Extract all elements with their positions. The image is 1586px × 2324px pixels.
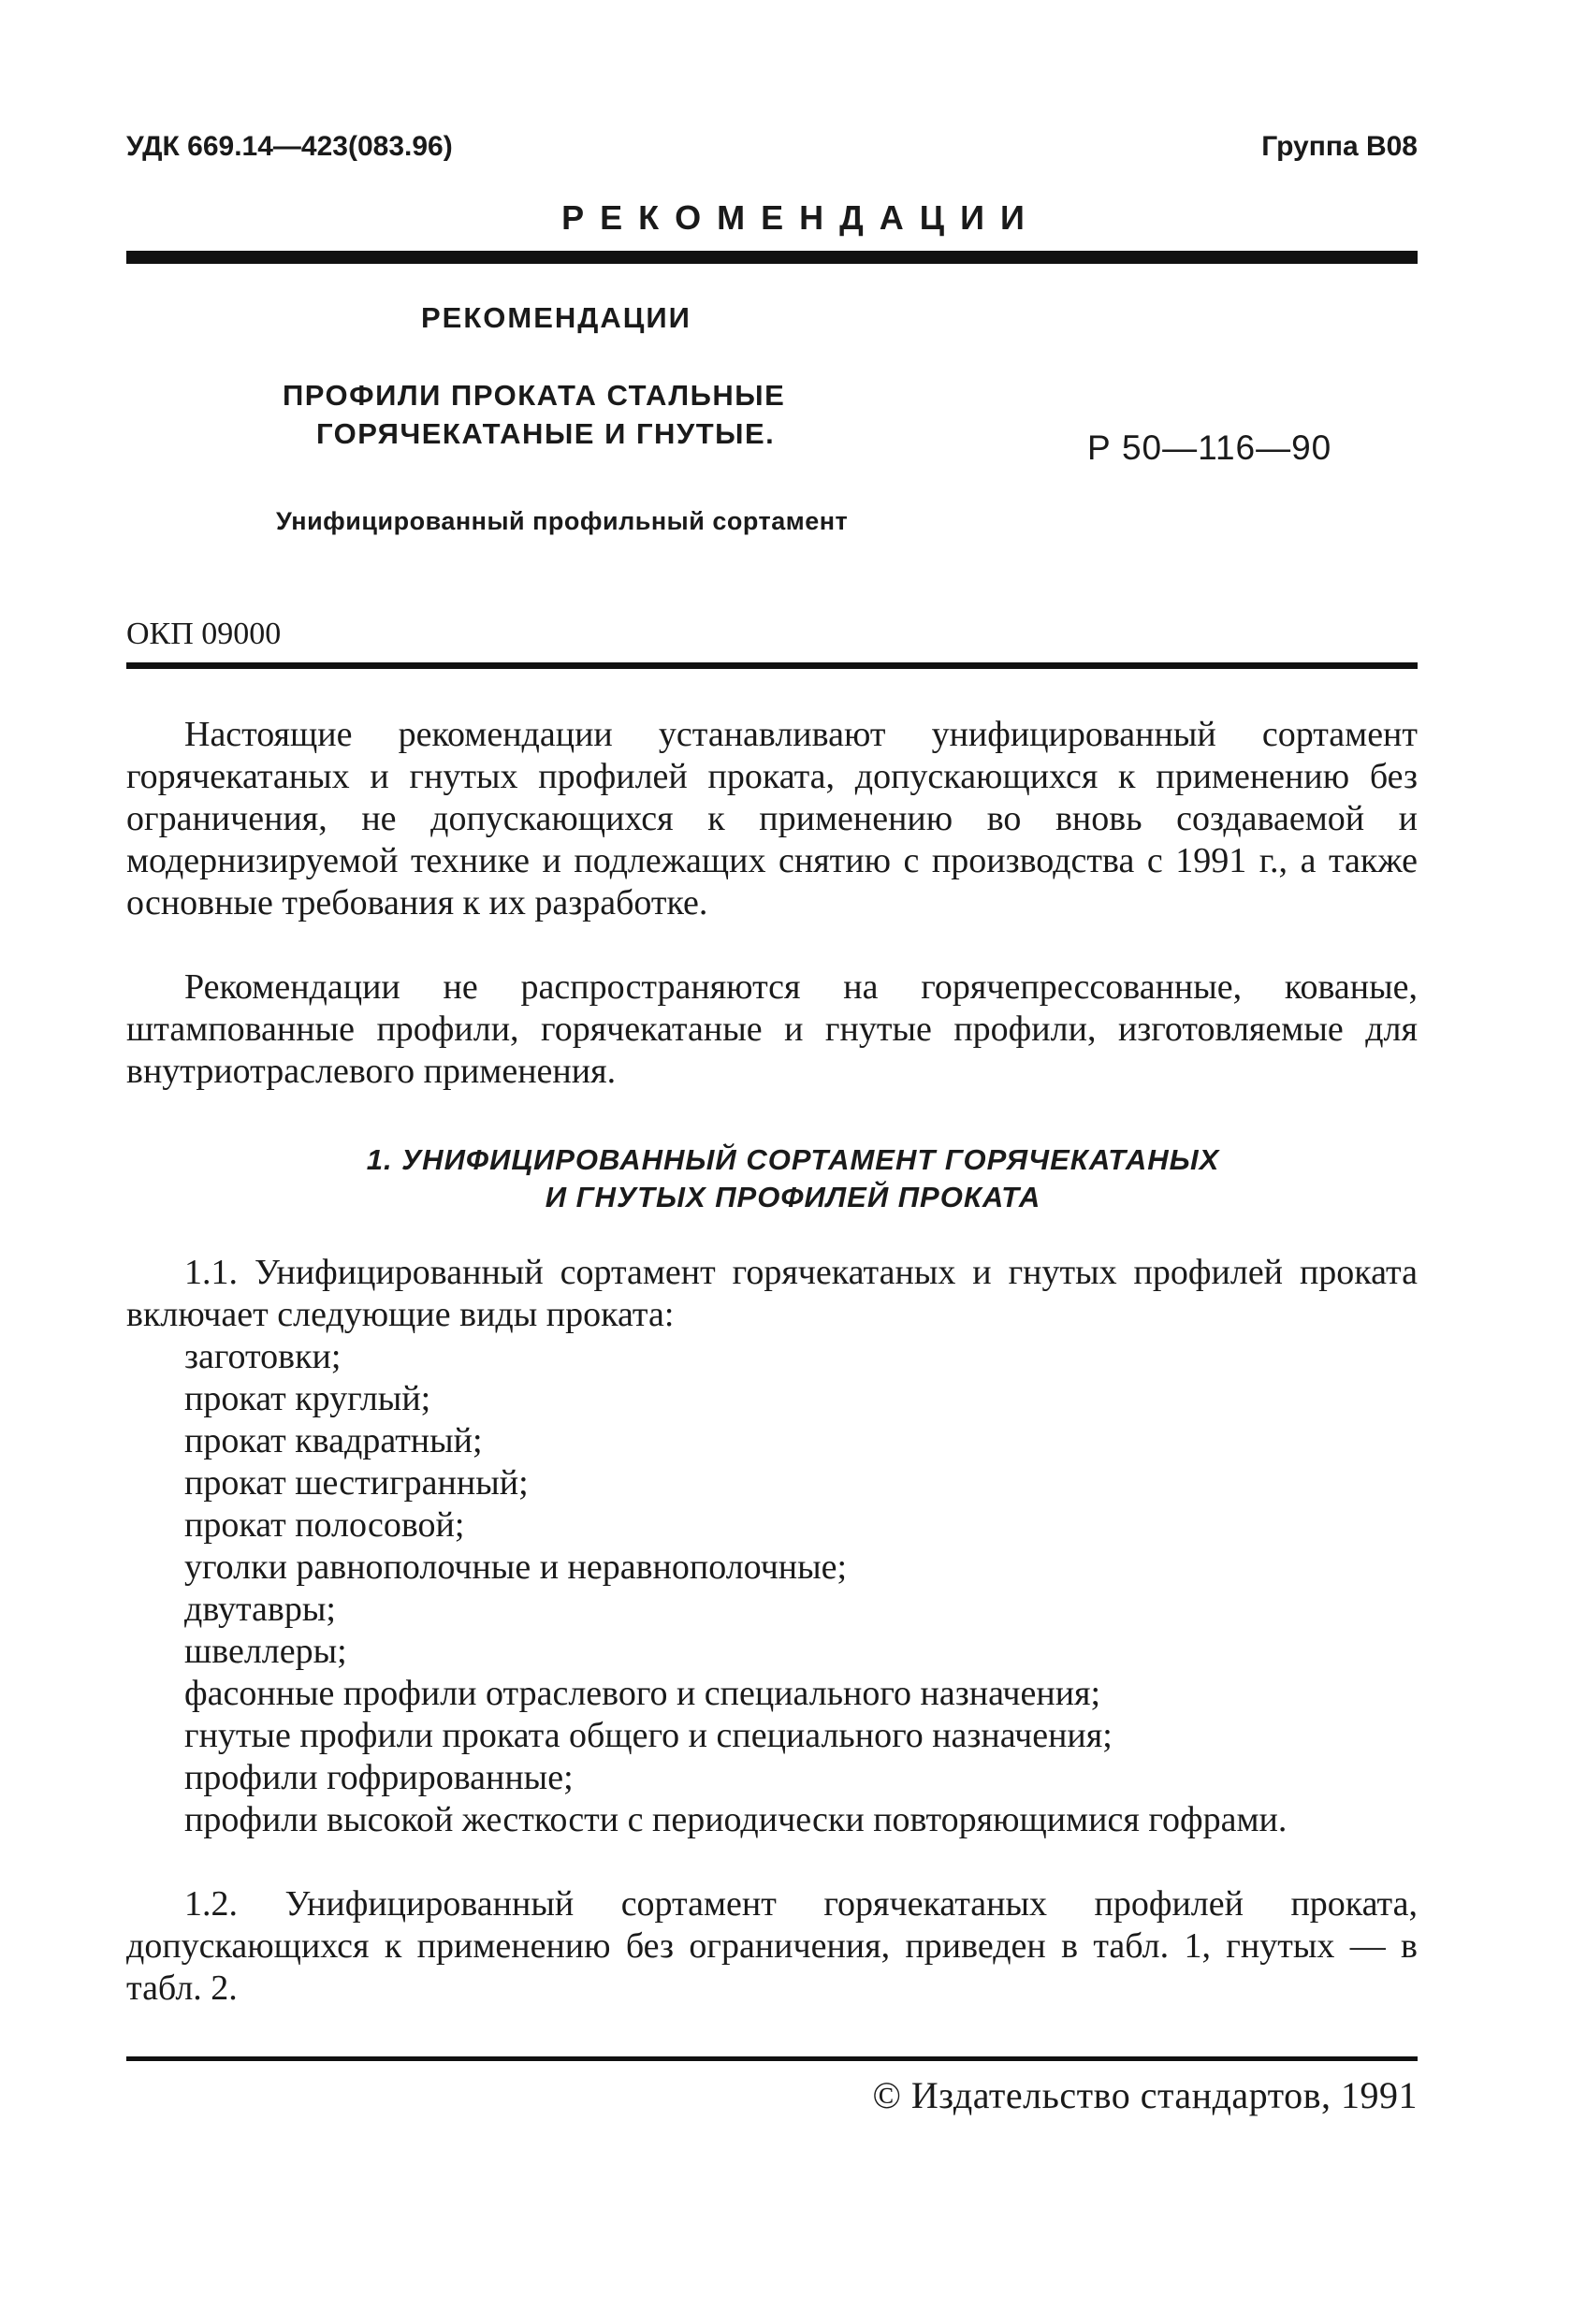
group-code: Группа В08 <box>1261 131 1418 162</box>
document-number: Р 50—116—90 <box>1087 428 1332 467</box>
list-item: прокат полосовой; <box>184 1505 465 1545</box>
copyright-notice: © Издательство стандартов, 1991 <box>872 2074 1418 2116</box>
header-divider <box>126 662 1418 669</box>
clause-1-2: 1.2. Унифицированный сортамент горячекатаных профилей проката, допускающихся к применению без ограничения, приведен в табл. 1, гнутых — в табл. 2. <box>126 1884 1418 2008</box>
section-heading-line-1: 1. УНИФИЦИРОВАННЫЙ СОРТАМЕНТ ГОРЯЧЕКАТАНЫХ <box>366 1143 1220 1176</box>
section-heading <box>0 1141 1586 1216</box>
list-item: двутавры; <box>184 1590 336 1629</box>
document-type: РЕКОМЕНДАЦИИ <box>421 301 691 334</box>
list-item: швеллеры; <box>184 1632 347 1671</box>
list-item: профили гофрированные; <box>184 1758 574 1797</box>
footer-divider <box>126 2056 1418 2061</box>
top-divider <box>126 251 1418 264</box>
list-item: заготовки; <box>184 1337 342 1376</box>
clause-1-1: 1.1. Унифицированный сортамент горячекатаных и гнутых профилей проката включает следующие виды проката: <box>126 1253 1418 1334</box>
okp-code: ОКП 09000 <box>126 617 282 651</box>
list-item: гнутые профили проката общего и специального назначения; <box>184 1716 1113 1755</box>
document-subtitle: Унифицированный профильный сортамент <box>276 507 849 535</box>
list-item: фасонные профили отраслевого и специального назначения; <box>184 1674 1101 1713</box>
rolled-products-list <box>126 1336 1418 1841</box>
list-item: прокат шестигранный; <box>184 1463 529 1503</box>
intro-paragraph-2: Рекомендации не распространяются на горячепрессованные, кованые, штампованные профили, горячекатаные и гнутые профили, изготовляемые для внутриотраслевого применения. <box>126 967 1418 1091</box>
document-banner: РЕКОМЕНДАЦИИ <box>561 198 1040 237</box>
list-item: прокат квадратный; <box>184 1421 483 1460</box>
document-title-line-2: ГОРЯЧЕКАТАНЫЕ И ГНУТЫЕ. <box>316 417 776 450</box>
list-item: уголки равнополочные и неравнополочные; <box>184 1547 848 1587</box>
list-item: прокат круглый; <box>184 1379 431 1418</box>
udk-code: УДК 669.14—423(083.96) <box>126 131 453 162</box>
list-item: профили высокой жесткости с периодически повторяющимися гофрами. <box>184 1800 1288 1839</box>
document-title-line-1: ПРОФИЛИ ПРОКАТА СТАЛЬНЫЕ <box>283 379 786 412</box>
section-heading-line-2: И ГНУТЫХ ПРОФИЛЕЙ ПРОКАТА <box>545 1181 1041 1213</box>
intro-paragraph-1: Настоящие рекомендации устанавливают унифицированный сортамент горячекатаных и гнутых профилей проката, допускающихся к применению без ограничения, не допускающихся к применению во вновь создаваемой и модернизируемой технике и подлежащих снятию с производства с 1991 г., а также основные требования к их разработке. <box>126 715 1418 922</box>
